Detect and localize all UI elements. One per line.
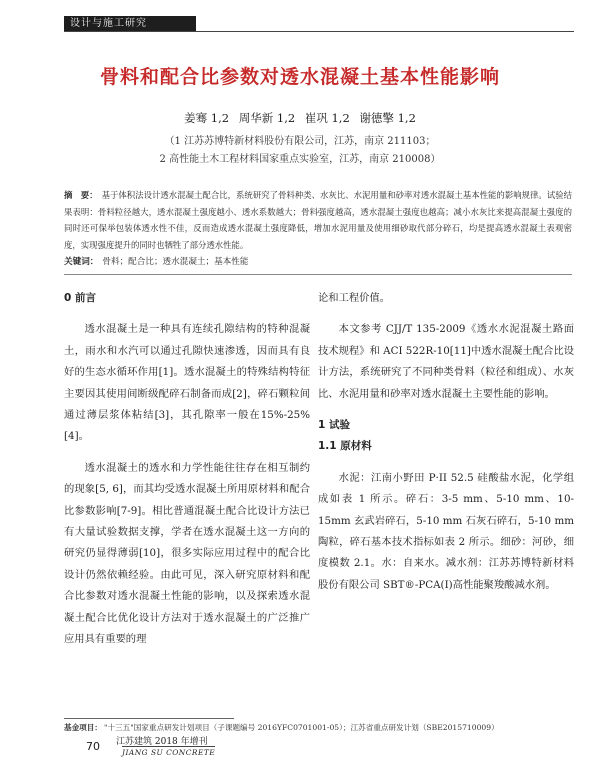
intro-paragraph-2: 透水混凝土的透水和力学性能往往存在相互制约的现象[5, 6]，而其均受透水混凝土所用原材料和配合比参数影响[7-9]。相比普通混凝土配合比设计方法已有大量试验数据支撑，学者在透水混凝土这一方向的研究仍显得薄弱[10]，很多实际应用过程中的配合比设计仍然依赖经验。由此可见，深入研究原材料和配合比参数对透水混凝土性能的影响，以及探索透水混凝土配合比优化设计方法对于透水混凝土的广泛推广应用具有重要的理 <box>64 461 310 646</box>
keywords-label: 关键词： <box>64 257 99 267</box>
paper-title: 骨料和配合比参数对透水混凝土基本性能影响 <box>99 66 500 88</box>
footnote-rule <box>64 718 234 719</box>
author: 周华新 1,2 <box>238 111 296 125</box>
footnote-text: "十三五"国家重点研发计划项目（子课题编号 2016YFC0701001-05）；江苏省重点研发计划（SBE2015710009） <box>103 723 499 732</box>
author: 姜骞 1,2 <box>184 111 230 125</box>
keywords-text: 骨料；配合比；透水混凝土；基本性能 <box>102 257 249 267</box>
author: 崔巩 1,2 <box>304 111 350 125</box>
section-heading-test: 1 试验 <box>318 419 350 432</box>
journal-name: 江苏建筑 2018 年增刊 <box>116 737 208 747</box>
materials-paragraph: 水泥：江南小野田 P·II 52.5 硅酸盐水泥，化学组成如表 1 所示。碎石：3-5 mm、5-10 mm、10-15mm 玄武岩碎石，5-10 mm 石灰石碎石，5-10 mm 陶粒，碎石基本技术指标如表 2 所示。细砂：河砂，细度模数 2.1。水：自来水。减水剂：江苏苏博特新材料股份有限公司 SBT®-PCA(I)高性能聚羧酸减水剂。 <box>318 471 574 591</box>
abstract-label: 摘 要： <box>64 190 98 200</box>
author-list <box>0 110 600 126</box>
keywords <box>64 255 572 267</box>
right-column <box>318 288 574 596</box>
intro-paragraph-1: 透水混凝土是一种具有连续孔隙结构的特种混凝土，雨水和水汽可以通过孔隙快速渗透，因而具有良好的生态水循环作用[1]。透水混凝土的特殊结构特征主要因其使用间断级配碎石制备而成[2]，碎石颗粒间通过薄层浆体粘结[3]，其孔隙率一般在15%-25%[4]。 <box>64 323 310 443</box>
header-rule <box>64 31 574 32</box>
affiliation-1: （1 江苏苏博特新材料股份有限公司，江苏，南京 211103； <box>164 136 436 147</box>
subsection-heading-materials: 1.1 原材料 <box>318 440 372 453</box>
intro-continuation: 论和工程价值。 <box>318 292 391 304</box>
section-heading-intro: 0 前言 <box>64 292 96 304</box>
author: 谢德擎 1,2 <box>359 111 416 125</box>
affiliation-2: 2 高性能土木工程材料国家重点实验室，江苏，南京 210008） <box>159 154 441 165</box>
abstract <box>64 187 572 253</box>
funding-footnote <box>64 722 574 733</box>
footnote-label: 基金项目： <box>64 723 102 732</box>
section-tab: 设计与施工研究 <box>64 16 196 31</box>
abstract-rule <box>64 274 572 275</box>
abstract-text: 基于体积法设计透水混凝土配合比，系统研究了骨料种类、水灰比、水泥用量和砂率对透水混凝土基本性能的影响规律。试验结果表明：骨料粒径越大，透水混凝土强度越小、透水系数越大；骨料强度越高，透水混凝土强度也越高；减小水灰比来提高混凝土强度的同时还可保举包装体透水性不佳，反而造成透水混凝土强度降低，增加水泥用量及使用细砂取代部分碎石，均是提高透水混凝土表观密度，实现强度提升的同时也牺牲了部分透水性能。 <box>64 190 573 250</box>
intro-paragraph-3: 本文参考 CJJ/T 135-2009《透水水泥混凝土路面技术规程》和 ACI 522R-10[11]中透水混凝土配合比设计方法，系统研究了不同种类骨料（粒径和组成）、水灰比、水泥用量和砂率对透水混凝土主要性能的影响。 <box>318 323 574 400</box>
page-number: 70 <box>86 740 100 753</box>
journal-name-en: JIANG SU CONCRETE <box>122 748 216 757</box>
left-column <box>64 288 310 651</box>
